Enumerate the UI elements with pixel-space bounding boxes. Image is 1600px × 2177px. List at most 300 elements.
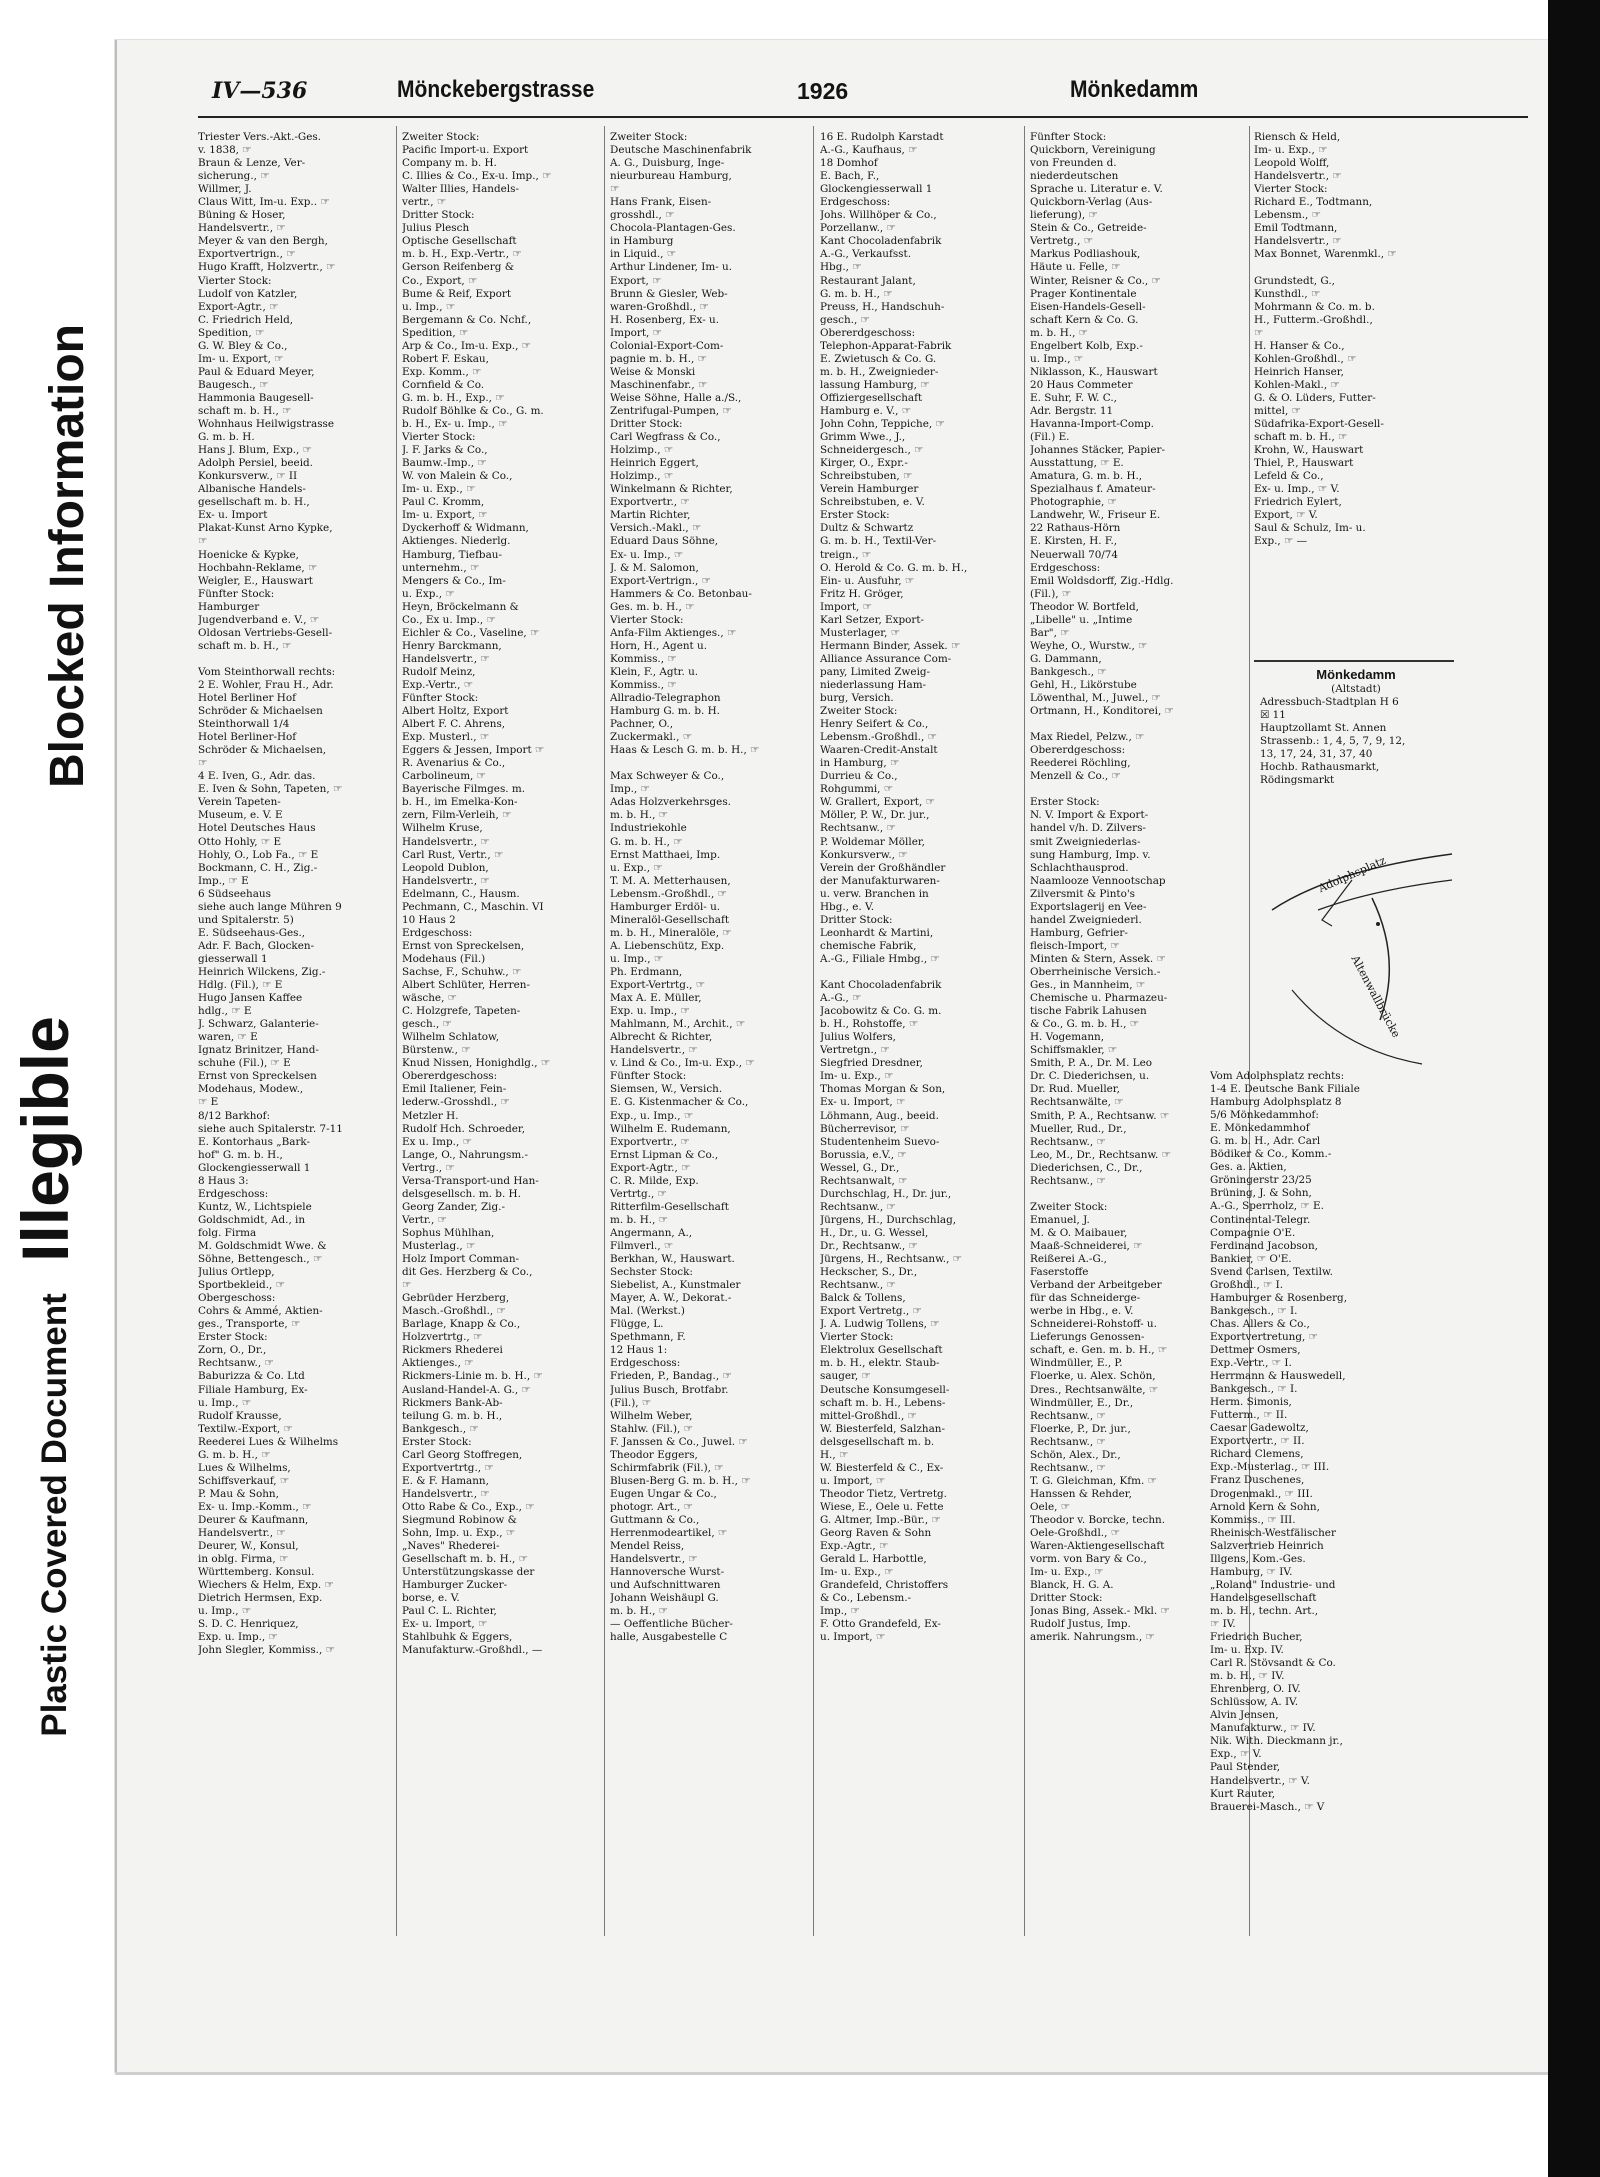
directory-line: Wiechers & Helm, Exp. ☞: [198, 1579, 334, 1592]
directory-line: Chemische u. Pharmazeu-: [1030, 992, 1168, 1005]
directory-line: Bayerische Filmges. m.: [402, 783, 526, 796]
directory-line: Hugo Jansen Kaffee: [198, 992, 303, 1005]
directory-line: A.-G., Sperrholz, ☞ E.: [1210, 1200, 1324, 1213]
directory-line: Albert Holtz, Export: [402, 705, 509, 718]
directory-line: 2 E. Wohler, Frau H., Adr.: [198, 678, 334, 691]
directory-line: Quickborn, Vereinigung: [1030, 144, 1156, 157]
directory-line: Continental-Telegr.: [1210, 1213, 1311, 1226]
directory-line: Export-Agtr., ☞: [198, 300, 279, 313]
directory-line: Horn, H., Agent u.: [610, 639, 708, 652]
directory-line: Exportslagerij en Vee-: [1030, 900, 1147, 913]
directory-line: 22 Rathaus-Hörn: [1030, 522, 1121, 535]
directory-line: Preuss, H., Handschuh-: [820, 300, 945, 313]
directory-line: Rechtsanw., ☞: [1030, 1409, 1106, 1422]
directory-line: Havanna-Import-Comp.: [1030, 418, 1154, 431]
directory-line: Löwenthal, M., Juwel., ☞: [1030, 692, 1161, 705]
directory-line: Ignatz Brinitzer, Hand-: [198, 1044, 319, 1057]
directory-line: vertr., ☞: [402, 196, 447, 209]
directory-line: Hugo Krafft, Holzvertr., ☞: [198, 261, 336, 274]
directory-line: Vertretg., ☞: [1030, 235, 1094, 248]
directory-line: Friedrich Eylert,: [1254, 496, 1342, 509]
directory-line: Balck & Tollens,: [820, 1292, 906, 1305]
directory-line: Hans Frank, Eisen-: [610, 196, 712, 209]
directory-line: Strassenb.: 1, 4, 5, 7, 9, 12,: [1260, 735, 1406, 748]
directory-line: Im- u. Export, ☞: [402, 509, 488, 522]
directory-line: waren, ☞ E: [198, 1031, 258, 1044]
directory-line: Eugen Ungar & Co.,: [610, 1487, 717, 1500]
directory-line: Karl Setzer, Export-: [820, 613, 925, 626]
directory-line: G. Dammann,: [1030, 652, 1102, 665]
directory-line: Rudolf Hch. Schroeder,: [402, 1122, 526, 1135]
directory-line: Gehl, H., Likörstube: [1030, 678, 1137, 691]
directory-line: Kommiss., ☞: [610, 652, 677, 665]
directory-line: niederdeutschen: [1030, 170, 1119, 183]
directory-line: Heinrich Eggert,: [610, 457, 699, 470]
directory-line: Schneiderei-Rohstoff- u.: [1030, 1318, 1157, 1331]
directory-line: Theodor W. Bortfeld,: [1030, 600, 1139, 613]
directory-line: Co., Export, ☞: [402, 274, 478, 287]
directory-line: Max A. E. Müller,: [610, 992, 702, 1005]
directory-line: Dr., Rechtsanw., ☞: [820, 1239, 918, 1252]
directory-line: Erster Stock:: [198, 1331, 268, 1344]
directory-line: Gröningerstr 23/25: [1210, 1174, 1312, 1187]
directory-line: Ritterfilm-Gesellschaft: [610, 1200, 729, 1213]
directory-line: W. von Malein & Co.,: [402, 470, 513, 483]
directory-line: Neuerwall 70/74: [1030, 548, 1119, 561]
directory-line: schaft m. b. H., ☞: [198, 404, 292, 417]
directory-line: lassung Hamburg, ☞: [820, 378, 930, 391]
illegible-label: Illegible: [8, 1016, 82, 1262]
directory-line: Ex- u. Imp.-Komm., ☞: [198, 1500, 312, 1513]
directory-line: Exportvertretung, ☞: [1210, 1330, 1318, 1343]
directory-line: & Co., G. m. b. H., ☞: [1030, 1018, 1140, 1031]
directory-line: Hamburg Adolphsplatz 8: [1210, 1096, 1342, 1109]
directory-line: Brüning, J. & Sohn,: [1210, 1187, 1312, 1200]
directory-line: u. Imp., ☞: [198, 1605, 252, 1618]
directory-line: Schiffsmakler, ☞: [1030, 1044, 1118, 1057]
directory-line: Otto Rabe & Co., Exp., ☞: [402, 1500, 535, 1513]
directory-line: Arnold Kern & Sohn,: [1210, 1500, 1320, 1513]
directory-column-6-lower: [1210, 1070, 1460, 1814]
directory-line: Leonhardt & Martini,: [820, 926, 934, 939]
directory-line: Theodor Tietz, Vertretg.: [820, 1487, 947, 1500]
directory-line: F. Otto Grandefeld, Ex-: [820, 1618, 941, 1631]
directory-line: Waren-Aktiengesellschaft: [1030, 1540, 1165, 1553]
directory-line: Nik. With. Dieckmann jr.,: [1210, 1735, 1343, 1748]
directory-line: Dettmer Osmers,: [1210, 1343, 1301, 1356]
blocked-information-label: Blocked Information: [41, 323, 94, 789]
directory-line: Hammonia Baugesell-: [198, 391, 314, 404]
directory-line: Heckscher, S., Dr.,: [820, 1266, 918, 1279]
directory-line: Carl R. Stövsandt & Co.: [1210, 1657, 1336, 1670]
directory-line: gesellschaft m. b. H.,: [198, 496, 310, 509]
directory-line: borse, e. V.: [402, 1592, 460, 1605]
directory-line: Verein Hamburger: [820, 483, 919, 496]
directory-line: Ges. a. Aktien,: [1210, 1161, 1287, 1174]
directory-line: Südafrika-Export-Gesell-: [1254, 418, 1384, 431]
directory-line: Baugesch., ☞: [198, 378, 269, 391]
directory-line: Vertrtg., ☞: [610, 1187, 667, 1200]
directory-line: Zuckermakl., ☞: [610, 731, 693, 744]
scan-black-border: [1548, 0, 1600, 2177]
directory-line: Menzell & Co., ☞: [1030, 770, 1121, 783]
directory-line: handel Zweigniederl.: [1030, 913, 1142, 926]
directory-line: Bücherrevisor, ☞: [820, 1122, 910, 1135]
directory-line: Bar", ☞: [1030, 626, 1070, 639]
directory-line: Ex- u. Imp., ☞: [610, 548, 684, 561]
directory-line: mittel-Großhdl., ☞: [820, 1409, 917, 1422]
directory-line: Martin Richter,: [610, 509, 691, 522]
directory-line: Krohn, W., Hauswart: [1254, 444, 1364, 457]
directory-line: Weise & Monski: [610, 365, 696, 378]
directory-line: Berkhan, W., Hauswart.: [610, 1253, 735, 1266]
directory-line: Obererdgeschoss:: [1030, 744, 1126, 757]
directory-line: E. Zwietusch & Co. G.: [820, 352, 937, 365]
directory-line: Rudolf Böhlke & Co., G. m.: [402, 404, 544, 417]
directory-line: Export, ☞ V.: [1254, 509, 1318, 522]
directory-line: [610, 757, 806, 770]
directory-line: unternehm., ☞: [402, 561, 480, 574]
directory-line: Manufakturw., ☞ IV.: [1210, 1722, 1316, 1735]
directory-line: handel v/h. D. Zilvers-: [1030, 822, 1146, 835]
directory-line: [1030, 783, 1245, 796]
directory-line: Glockengiesserwall 1: [198, 1161, 311, 1174]
directory-line: Maschinenfabr., ☞: [610, 378, 708, 391]
directory-line: Rudolf Justus, Imp.: [1030, 1618, 1131, 1631]
directory-line: Maaß-Schneiderei, ☞: [1030, 1239, 1143, 1252]
directory-line: u. Imp., ☞: [610, 952, 664, 965]
directory-line: N. V. Import & Export-: [1030, 809, 1149, 822]
directory-line: Vierter Stock:: [1254, 183, 1328, 196]
directory-line: Rudolf Meinz,: [402, 665, 476, 678]
directory-line: Adr. Bergstr. 11: [1030, 404, 1114, 417]
directory-line: Vierter Stock:: [610, 613, 684, 626]
directory-line: gesch., ☞: [402, 1018, 452, 1031]
directory-line: burg, Versich.: [820, 692, 894, 705]
directory-line: Export-Vertrtg., ☞: [610, 979, 706, 992]
directory-line: G. W. Bley & Co.,: [198, 339, 288, 352]
directory-line: Winter, Reisner & Co., ☞: [1030, 274, 1161, 287]
directory-line: Jürgens, H., Durchschlag,: [820, 1213, 957, 1226]
directory-line: sicherung., ☞: [198, 170, 270, 183]
directory-line: teilung G. m. b. H.,: [402, 1409, 503, 1422]
directory-line: ☒ 11: [1260, 709, 1286, 722]
directory-column-6: [1254, 131, 1458, 549]
directory-line: Lebensm.-Großhdl., ☞: [610, 887, 727, 900]
directory-line: A.-G., Kaufhaus, ☞: [820, 144, 918, 157]
directory-line: J. F. Jarks & Co.,: [402, 444, 488, 457]
directory-line: Vertr., ☞: [402, 1213, 447, 1226]
directory-line: E. Suhr, F. W. C.,: [1030, 391, 1117, 404]
directory-line: m. b. H., elektr. Staub-: [820, 1357, 940, 1370]
directory-line: Pechmann, C., Maschin. VI: [402, 900, 544, 913]
directory-line: Im- u. Exp. IV.: [1210, 1644, 1284, 1657]
directory-line: Schreibstuben, ☞: [820, 470, 913, 483]
directory-line: F. Janssen & Co., Juwel. ☞: [610, 1435, 748, 1448]
directory-line: O. Herold & Co. G. m. b. H.,: [820, 561, 968, 574]
directory-line: Futterm., ☞ II.: [1210, 1409, 1288, 1422]
page-bottom-edge: [115, 2072, 1550, 2075]
directory-line: Illgens, Kom.-Ges.: [1210, 1552, 1306, 1565]
directory-line: [820, 966, 1020, 979]
directory-line: Richard Clemens,: [1210, 1448, 1304, 1461]
directory-line: m. b. H., Exp.-Vertr., ☞: [402, 248, 522, 261]
directory-line: Brunn & Giesler, Web-: [610, 287, 728, 300]
directory-line: Modehaus (Fil.): [402, 952, 486, 965]
directory-line: Exportvertrign., ☞: [198, 248, 296, 261]
directory-line: Verein Tapeten-: [198, 796, 281, 809]
directory-line: Amatura, G. m. b. H.,: [1030, 470, 1143, 483]
directory-line: Rechtsanw., ☞: [1030, 1174, 1106, 1187]
directory-line: Ein- u. Ausfuhr, ☞: [820, 574, 915, 587]
directory-line: Edelmann, C., Hausm.: [402, 887, 520, 900]
directory-line: Jacobowitz & Co. G. m.: [820, 1005, 942, 1018]
directory-line: Mal. (Werkst.): [610, 1305, 685, 1318]
map-label-adolphsplatz: Adolphsplatz: [1316, 853, 1388, 896]
directory-line: Minten & Stern, Assek. ☞: [1030, 952, 1166, 965]
directory-line: Ferdinand Jacobson,: [1210, 1239, 1318, 1252]
directory-line: Fünfter Stock:: [198, 587, 275, 600]
directory-line: Adolph Persiel, beeid.: [198, 457, 313, 470]
directory-line: Schlachthausprod.: [1030, 861, 1129, 874]
directory-line: Drogenmakl., ☞ III.: [1210, 1487, 1313, 1500]
directory-line: Mendel Reiss,: [610, 1540, 685, 1553]
directory-line: Masch.-Großhdl., ☞: [402, 1305, 506, 1318]
street-heading-block: [1254, 666, 1458, 788]
directory-line: Lues & Wilhelms,: [198, 1461, 291, 1474]
directory-line: Möller, P. W., Dr. jur.,: [820, 809, 930, 822]
directory-line: und Aufschnittwaren: [610, 1579, 721, 1592]
directory-line: Mengers & Co., Im-: [402, 574, 506, 587]
directory-line: wäsche, ☞: [402, 992, 458, 1005]
directory-line: u. Import, ☞: [820, 1474, 886, 1487]
directory-line: Söhne, Bettengesch., ☞: [198, 1253, 323, 1266]
directory-line: Stahlw. (Fil.), ☞: [610, 1422, 693, 1435]
directory-line: Hamburger & Rosenberg,: [1210, 1291, 1348, 1304]
directory-line: „Naves" Rhederei-: [402, 1540, 500, 1553]
directory-line: Reederei Röchling,: [1030, 757, 1131, 770]
directory-line: Willmer, J.: [198, 183, 252, 196]
directory-line: Handelsvertr., ☞: [402, 652, 490, 665]
directory-line: Ex- u. Imp., ☞ V.: [1254, 483, 1340, 496]
directory-line: M. & O. Maibauer,: [1030, 1226, 1128, 1239]
directory-line: Baumw.-Imp., ☞: [402, 457, 487, 470]
directory-line: zern, Film-Verleih, ☞: [402, 809, 512, 822]
directory-line: Rechtsanw., ☞: [820, 822, 896, 835]
directory-line: 6 Südseehaus: [198, 887, 271, 900]
directory-line: G. m. b. H., Adr. Carl: [1210, 1135, 1321, 1148]
directory-line: Borussia, e.V., ☞: [820, 1148, 907, 1161]
directory-line: Ehrenberg, O. IV.: [1210, 1683, 1301, 1696]
directory-line: Spedition, ☞: [198, 326, 265, 339]
directory-line: Erdgeschoss:: [610, 1357, 681, 1370]
directory-line: Erster Stock:: [1030, 796, 1100, 809]
directory-line: Vertrg., ☞: [402, 1161, 455, 1174]
directory-line: Exp., u. Imp., ☞: [610, 1109, 694, 1122]
directory-line: m. b. H., ☞: [1030, 326, 1089, 339]
directory-line: Weise Söhne, Halle a./S.,: [610, 391, 742, 404]
directory-line: Hotel Deutsches Haus: [198, 822, 316, 835]
directory-line: Ex- u. Import: [198, 509, 268, 522]
directory-line: Albrecht & Richter,: [610, 1031, 713, 1044]
directory-line: Dr. Rud. Mueller,: [1030, 1083, 1120, 1096]
directory-line: Handelsvertr., ☞: [610, 1553, 698, 1566]
directory-line: werbe in Hbg., e. V.: [1030, 1305, 1134, 1318]
directory-line: Siemsen, W., Versich.: [610, 1083, 723, 1096]
directory-line: Vierter Stock:: [198, 274, 272, 287]
directory-line: halle, Ausgabestelle C: [610, 1631, 728, 1644]
directory-line: Naamlooze Vennootschap: [1030, 874, 1166, 887]
directory-line: gesch., ☞: [820, 313, 870, 326]
directory-line: Pacific Import-u. Export: [402, 144, 529, 157]
directory-line: Compagnie O'E.: [1210, 1226, 1296, 1239]
directory-line: E. Kontorhaus „Bark-: [198, 1135, 311, 1148]
directory-line: u. Import, ☞: [820, 1631, 886, 1644]
directory-line: Textilw.-Export, ☞: [198, 1422, 293, 1435]
directory-line: W. Grallert, Export, ☞: [820, 796, 935, 809]
directory-line: Holz Import Comman-: [402, 1253, 520, 1266]
directory-line: mittel, ☞: [1254, 404, 1301, 417]
directory-line: Julius Ortlepp,: [198, 1266, 275, 1279]
directory-line: 18 Domhof: [820, 157, 878, 170]
directory-line: E. Kirsten, H. F.,: [1030, 535, 1118, 548]
directory-line: Lebensm., ☞: [1254, 209, 1321, 222]
directory-line: Rödingsmarkt: [1260, 774, 1335, 787]
directory-line: b. H., im Emelka-Kon-: [402, 796, 518, 809]
directory-line: Windmüller, E., P.: [1030, 1357, 1123, 1370]
directory-line: Salzvertrieb Heinrich: [1210, 1539, 1324, 1552]
directory-line: Julius Busch, Brotfabr.: [610, 1383, 729, 1396]
directory-line: Hamburg, Tiefbau-: [402, 548, 502, 561]
directory-line: Vertretgn., ☞: [820, 1044, 890, 1057]
directory-line: Dultz & Schwartz: [820, 522, 914, 535]
directory-line: Rudolf Krausse,: [198, 1409, 282, 1422]
directory-line: Blanck, H. G. A.: [1030, 1579, 1114, 1592]
directory-column-3: [610, 131, 806, 1644]
directory-line: schaft, e. Gen. m. b. H., ☞: [1030, 1344, 1168, 1357]
directory-line: Exp. u. Imp., ☞: [198, 1631, 278, 1644]
directory-line: hdlg., ☞ E: [198, 1005, 252, 1018]
directory-line: A.-G., Verkaufsst.: [820, 248, 911, 261]
directory-line: Durrieu & Co.,: [820, 770, 898, 783]
directory-line: Fünfter Stock:: [610, 1070, 687, 1083]
directory-line: Industriekohle: [610, 822, 687, 835]
directory-line: Rohgummi, ☞: [820, 783, 894, 796]
directory-line: Ernst Lipman & Co.,: [610, 1148, 719, 1161]
directory-line: Eggers & Jessen, Import ☞: [402, 744, 545, 757]
directory-line: [198, 653, 388, 666]
directory-line: Hermann Binder, Assek. ☞: [820, 639, 961, 652]
directory-line: Emil Todtmann,: [1254, 222, 1338, 235]
directory-line: Allradio-Telegraphon: [610, 692, 721, 705]
directory-line: Diederichsen, C., Dr.,: [1030, 1161, 1143, 1174]
directory-line: Hauptzollamt St. Annen: [1260, 722, 1387, 735]
directory-line: pany, Limited Zweig-: [820, 665, 931, 678]
directory-line: Lieferungs Genossen-: [1030, 1331, 1145, 1344]
directory-line: Carl Rust, Vertr., ☞: [402, 848, 504, 861]
directory-line: Herm. Simonis,: [1210, 1396, 1292, 1409]
directory-line: Rickmers Bank-Ab-: [402, 1396, 503, 1409]
directory-line: Bankgesch., ☞: [402, 1422, 479, 1435]
directory-line: Exp. Komm., ☞: [402, 365, 482, 378]
directory-line: S. D. C. Henriquez,: [198, 1618, 299, 1631]
directory-line: Vom Steinthorwall rechts:: [198, 665, 336, 678]
directory-line: 8/12 Barkhof:: [198, 1109, 271, 1122]
directory-line: Weigler, E., Hauswart: [198, 574, 313, 587]
directory-line: Carl Wegfrass & Co.,: [610, 431, 721, 444]
directory-line: Adressbuch-Stadtplan H 6: [1260, 696, 1399, 709]
directory-line: u. Imp., ☞: [198, 1396, 252, 1409]
directory-line: Wilhelm E. Rudemann,: [610, 1122, 731, 1135]
directory-line: Oldosan Vertriebs-Gesell-: [198, 626, 333, 639]
directory-line: Sechster Stock:: [610, 1266, 693, 1279]
directory-line: Ex- u. Import, ☞: [402, 1618, 488, 1631]
directory-line: Büning & Hoser,: [198, 209, 286, 222]
directory-line: Sprache u. Literatur e. V.: [1030, 183, 1163, 196]
directory-line: m. b. H., Zweignieder-: [820, 365, 939, 378]
directory-line: Smith, P. A., Rechtsanw. ☞: [1030, 1109, 1170, 1122]
directory-line: Lange, O., Nahrungsm.-: [402, 1148, 528, 1161]
directory-line: Ausstattung, ☞ E.: [1030, 457, 1124, 470]
directory-line: ☞ IV.: [1210, 1617, 1236, 1630]
directory-line: Schlüssow, A. IV.: [1210, 1696, 1299, 1709]
directory-line: Eichler & Co., Vaseline, ☞: [402, 626, 540, 639]
directory-line: Mohrmann & Co. m. b.: [1254, 300, 1375, 313]
directory-line: Export, ☞: [610, 274, 662, 287]
directory-line: Herrenmodeartikel, ☞: [610, 1527, 728, 1540]
directory-line: G. m. b. H., ☞: [610, 835, 683, 848]
directory-line: für das Schneiderge-: [1030, 1292, 1141, 1305]
directory-line: Sportbekleid., ☞: [198, 1279, 285, 1292]
right-street-title: Mönkedamm: [1070, 76, 1199, 103]
directory-line: Handelsvertr., ☞: [1254, 170, 1342, 183]
directory-line: Alvin Jensen,: [1210, 1709, 1279, 1722]
directory-line: Bankgesch., ☞: [1030, 665, 1107, 678]
directory-line: Emil Woldsdorff, Zig.-Hdlg.: [1030, 574, 1174, 587]
directory-line: R. Avenarius & Co.,: [402, 757, 506, 770]
directory-line: Holzimp., ☞: [610, 444, 674, 457]
directory-line: Exportvertrtg., ☞: [402, 1461, 494, 1474]
directory-line: Holzvertrtg., ☞: [402, 1331, 483, 1344]
directory-line: Markus Podliashouk,: [1030, 248, 1141, 261]
directory-line: T. G. Gleichman, Kfm. ☞: [1030, 1474, 1157, 1487]
directory-line: Fünfter Stock:: [1030, 131, 1107, 143]
directory-line: grosshdl., ☞: [610, 209, 675, 222]
directory-column-2: [402, 131, 598, 1657]
directory-line: Musterlager, ☞: [820, 626, 901, 639]
directory-line: Adas Holzverkehrsges.: [610, 796, 731, 809]
directory-line: Landwehr, W., Friseur E.: [1030, 509, 1161, 522]
directory-line: Export Vertretg., ☞: [820, 1305, 922, 1318]
directory-line: Floerke, u. Alex. Schön,: [1030, 1370, 1156, 1383]
directory-line: von Freunden d.: [1030, 157, 1117, 170]
directory-line: photogr. Art., ☞: [610, 1500, 693, 1513]
directory-line: P. Woldemar Möller,: [820, 835, 925, 848]
directory-line: Zentrifugal-Pumpen, ☞: [610, 404, 732, 417]
directory-line: Handelsvertr., ☞: [610, 1044, 698, 1057]
directory-line: Leopold Dublon,: [402, 861, 489, 874]
directory-line: Rechtsanw., ☞: [820, 1279, 896, 1292]
directory-line: ☞ E: [198, 1096, 219, 1109]
directory-line: Zweiter Stock:: [610, 131, 688, 143]
directory-line: Optische Gesellschaft: [402, 235, 517, 248]
directory-line: ☞: [198, 757, 208, 770]
directory-line: Hochb. Rathausmarkt,: [1260, 761, 1380, 774]
directory-line: Holzimp., ☞: [610, 470, 674, 483]
directory-line: Telephon-Apparat-Fabrik: [820, 339, 952, 352]
directory-line: m. b. H., ☞: [610, 1605, 669, 1618]
directory-line: pagnie m. b. H., ☞: [610, 352, 707, 365]
